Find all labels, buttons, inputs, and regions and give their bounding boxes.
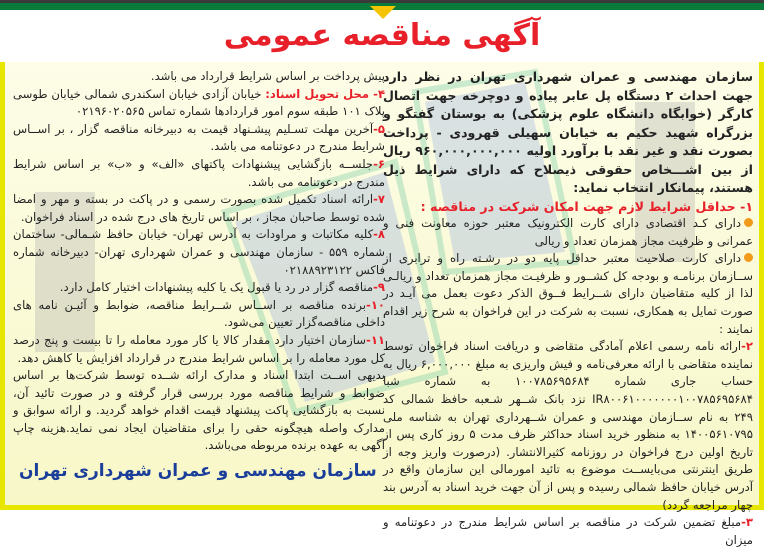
section-6 bbox=[13, 156, 385, 191]
section-4-text: خیابان آزادی خیابان اسکندری شمالی خیابان طوسی پلاک ۱۰۱ طبقه سوم امور قراردادها شماره تماس ۰۲۱۹۶۰۲۰۵۶۵ bbox=[13, 86, 385, 119]
section-number: ۵- bbox=[373, 121, 385, 136]
section-number: ۱۱- bbox=[366, 332, 385, 347]
section-3-text: مبلغ تضمین شرکت در مناقصه بر اساس شرایط مندرج در دعوتنامه و میزان bbox=[383, 515, 753, 547]
section-number: ۶- bbox=[373, 156, 385, 171]
section-4-label: ۴- محل تحویل اسناد: bbox=[265, 86, 386, 101]
section-3 bbox=[383, 514, 753, 549]
section-7-text: ارائه اسناد تکمیل شده بصورت رسمی و در پاکت در بسته و مهر و امضا شده توسط صاحبان مجاز ، بر اساس تاریخ های درج شده در اسناد فراخوان. bbox=[13, 192, 385, 224]
section-2-text: ارائه نامه رسمی اعلام آمادگی متقاضی و دریافت اسناد فراخوان توسط نماینده متقاضی با ارائه معرفی‌نامه و فیش واریزی به مبلغ ۶,۰۰۰,۰۰۰ ریال به حساب جاری شماره ۱۰۰۷۸۵۶۹۵۶۸۴ به شماره شبا IR۸۰۰۶۱۰۰۰۰۰۰۰۱۰۰۷۸۵۶۹۵۶۸۴ نزد بانک شــهر شـعبه حافظ شمالی کد ۲۴۹ به نام ســازمان مهندسی و عمران شــهرداری تهران به شناسه ملی ۱۴۰۰۵۶۱۰۷۹۵ به منظور خرید اسناد حداکثر ظرف مدت ۵ روز کاری پس از تاریخ اولین درج فراخوان در روزنامه کثیرالانتشار. (درصورت واریز وجه از طریق اینترنتی می‌بایســت موضوع به تائید امورمالی این سازمان واقع در آدرس خیابان حافظ شمالی رسیده و پس از آن جهت خرید اسناد به آدرس بند چهار مراجعه گردد) bbox=[383, 339, 753, 512]
section-10 bbox=[13, 297, 385, 332]
section-number: ۳- bbox=[741, 515, 753, 530]
section-8 bbox=[13, 226, 385, 279]
section-9-text: مناقصه گزار در رد یا قبول یک یا کلیه پیشنهادات اختیار کامل دارد. bbox=[59, 280, 374, 295]
section-11 bbox=[13, 332, 385, 367]
section-3-continued: پیش پرداخت بر اساس شرایط قرارداد می باشد. bbox=[150, 69, 385, 83]
notice-panel bbox=[0, 62, 764, 547]
section-9 bbox=[13, 279, 385, 297]
section-11-text: سازمان اختیار دارد مقدار کالا یا کار مورد معامله را تا بیست و پنج درصد کل مورد معامله را بر اساس شرایط مندرج در قرارداد افزایش یا کاهش دهد. bbox=[13, 332, 385, 365]
section-4 bbox=[13, 86, 385, 121]
section-6-text: جلســه بازگشایی پیشنهادات پاکتهای «الف» و «ب» بر اساس شرایط مندرج در دعوتنامه می باشد. bbox=[13, 156, 385, 189]
right-column bbox=[383, 68, 753, 549]
section-8-text: کلیه مکاتبات و مراودات به آدرس تهران- خیابان حافظ شـمالی- ساختمان شماره ۵۵۹ - سازمان مهندسی و عمران شهرداری تهران- دبیرخانه شماره فاکس ۰۲۱۸۸۹۲۳۱۲۲ bbox=[13, 227, 385, 277]
left-column bbox=[13, 68, 385, 485]
section-5 bbox=[13, 121, 385, 156]
section-1-title: ۱- حداقل شرایط لازم جهت امکان شرکت در مناقصه : bbox=[420, 198, 753, 214]
organization-name: سازمان مهندسی و عمران شهرداری تهران bbox=[469, 69, 753, 84]
section-number: ۸- bbox=[373, 227, 385, 242]
section-10-text: برنده مناقصه بر اســاس شــرایط مناقصه، ضوابط و آئیـن نامه های داخلی مناقصه‌گزار تعیین می‌شود. bbox=[13, 297, 385, 330]
bullet-1 bbox=[383, 215, 753, 250]
intro-text: در نظر دارد جهت احداث ۲ دستگاه پل عابر پیاده و دوچرخه جهت اتصال کارگر (خوابگاه دانشگاه علوم پزشکی) به بوستان گفتگو و بزرگراه شهید حکیم به خیابان سهیلی قهرودی - پرداخت بصورت نقد و غیر نقد با برآورد اولیه ۹۶۰,۰۰۰,۰۰۰,۰۰۰ ریال از بین اشـــخاص حقوقی ذیصلاح که دارای شرایط ذیل هستند، پیمانکار انتخاب نماید: bbox=[383, 69, 753, 195]
page-title: آگهی مناقصه عمومی bbox=[223, 18, 541, 53]
signature-organization: سازمان مهندسی و عمران شهرداری تهران bbox=[19, 461, 377, 482]
section-number: ۹- bbox=[373, 280, 385, 295]
intro-paragraph bbox=[383, 68, 753, 198]
bullet-2 bbox=[383, 250, 753, 338]
bullet-icon bbox=[744, 253, 753, 262]
bullet-1-text: دارای کـد اقتصادی دارای کارت الکترونیک معتبر حوزه معاونت فنی و عمرانی و ظرفیت مجاز همزمان تعداد و ریالی bbox=[383, 216, 753, 248]
section-7 bbox=[13, 191, 385, 226]
section-number: ۱۰- bbox=[366, 297, 385, 312]
bullet-icon bbox=[744, 218, 753, 227]
section-number: ۷- bbox=[373, 192, 385, 207]
section-2 bbox=[383, 338, 753, 514]
bullet-2-text: دارای کارت صلاحیت معتبر حداقل پایه دو در رشـته راه و ترابری از ســازمان برنامـه و بودجه کل کشــور و ظرفیـت مجاز همزمان تعداد و ریالـی لذا از کلیه متقاضیان دارای شــرایط فــوق الذکر دعوت بعمل می آیـد در صورت تمایل به همکاری، نسبت به شرکت در این فراخوان به شرح زیر اقدام نمایند : bbox=[383, 251, 753, 336]
section-5-text: آخرین مهلت تسـلیم پیشـنهاد قیمت به دبیرخانه مناقصه گزار ، بر اســاس شرایط مندرج در دعوتنامه می باشد. bbox=[13, 121, 385, 154]
section-number: ۲- bbox=[741, 339, 753, 354]
closing-note: بدیهی اســت ابتدا اسناد و مدارک ارائه شــده توسط شرکت‌ها بر اساس ضوابط و شرایط مناقصه مورد بررسی قرار گرفته و در صورت تائید آن، نسبت به بازگشایی پاکت پیشنهاد قیمت اقدام خواهد گردید. و ارائه سوابق و مدارک واصله هیچگونه حقی را برای متقاضیان ایجاد نمی نماید.هزینه چاپ آگهی به عهده برنده مربوطه می‌باشد. bbox=[13, 368, 385, 453]
